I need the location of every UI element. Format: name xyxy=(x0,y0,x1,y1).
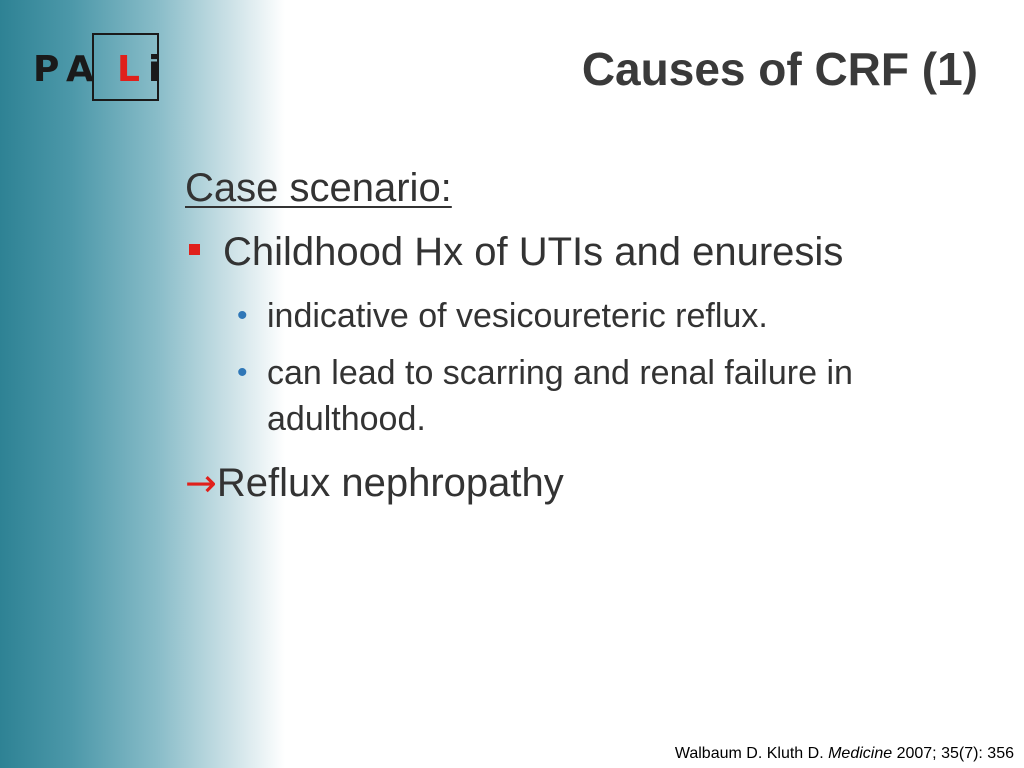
main-bullet xyxy=(185,228,985,276)
logo-letter-a: A xyxy=(66,49,94,90)
case-scenario-heading: Case scenario: xyxy=(185,166,452,210)
square-bullet-icon xyxy=(189,244,200,255)
main-bullet-text: Childhood Hx of UTIs and enuresis xyxy=(223,230,844,274)
sub-bullet-text: can lead to scarring and renal failure in adulthood. xyxy=(267,354,853,438)
dot-bullet-icon: • xyxy=(237,356,248,389)
sub-bullet xyxy=(185,350,985,442)
citation-details: 2007; 35(7): 356 xyxy=(896,745,1014,762)
slide-body xyxy=(185,164,985,507)
right-arrow-icon: → xyxy=(185,461,217,505)
pali-logo xyxy=(33,33,168,105)
sub-bullet-text: indicative of vesicoureteric reflux. xyxy=(267,297,768,335)
dot-bullet-icon: • xyxy=(237,299,248,332)
citation-authors: Walbaum D. Kluth D. xyxy=(674,745,824,762)
conclusion-text: Reflux nephropathy xyxy=(216,461,564,505)
citation-journal: Medicine xyxy=(828,745,893,762)
slide-title: Causes of CRF (1) xyxy=(581,43,978,95)
conclusion-line xyxy=(185,459,985,507)
logo-letter-i: i xyxy=(148,49,161,90)
logo-letter-p: P xyxy=(33,49,60,90)
citation xyxy=(675,744,1014,764)
sub-bullet xyxy=(185,293,985,339)
logo-letter-l: L xyxy=(117,49,140,90)
